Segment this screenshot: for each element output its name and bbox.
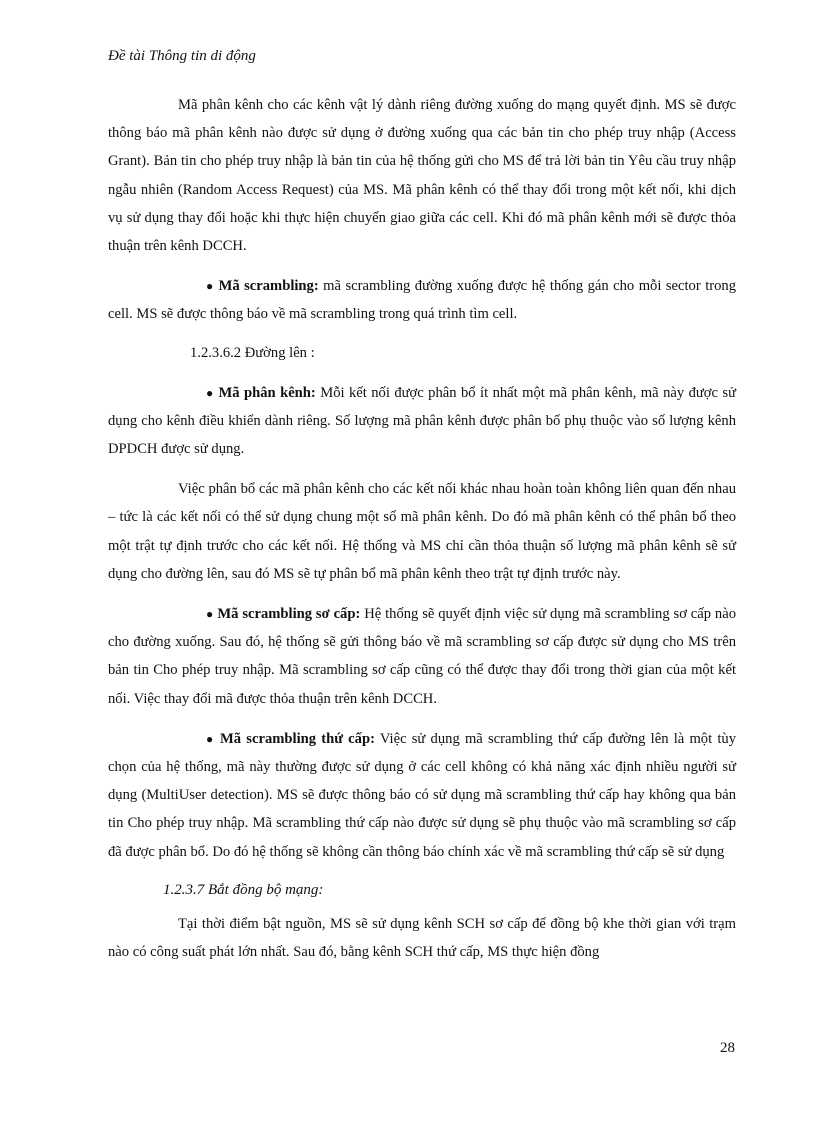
page-number: 28 — [720, 1040, 735, 1056]
bullet-icon: ● — [206, 731, 215, 746]
bullet-text: mã scrambling đường xuống được hệ thống gán cho mỗi sector trong cell. MS sẽ được thông báo về mã scrambling trong quá trình tìm cell. — [108, 278, 736, 323]
paragraph-power-on-sync: Tại thời điểm bật nguồn, MS sẽ sử dụng kênh SCH sơ cấp để đồng bộ khe thời gian với trạm nào có công suất phát lớn nhất. Sau đó, bằng kênh SCH thứ cấp, MS thực hiện đồng — [108, 915, 736, 961]
bullet-text: Mỗi kết nối được phân bổ ít nhất một mã phân kênh, mã này được sử dụng cho kênh điều khiển dành riêng. Số lượng mã phân kênh được phân bổ phụ thuộc vào số lượng kênh DPDCH được sử dụng. — [108, 384, 737, 458]
section-heading-network-sync: 1.2.3.7 Bắt đồng bộ mạng: — [163, 881, 324, 898]
document-body — [108, 91, 736, 966]
bullet-icon: ● — [206, 607, 214, 622]
bullet-scrambling — [108, 272, 736, 328]
paragraph-uplink-allocation: Việc phân bổ các mã phân kênh cho các kết nối khác nhau hoàn toàn không liên quan đến nhau – tức là các kết nối có thể sử dụng chung một số mã phân kênh. Do đó mã phân kênh có thể phân bổ theo một trật tự định trước cho các kết nối. Hệ thống và MS chỉ cần thỏa thuận số lượng mã phân kênh sẽ sử dụng cho đường lên, sau đó MS sẽ tự phân bổ mã phân kênh theo trật tự định trước này. — [108, 481, 736, 582]
bullet-label: Mã phân kênh: — [218, 384, 316, 401]
bullet-icon: ● — [206, 385, 215, 400]
paragraph-downlink-channel-codes: Mã phân kênh cho các kênh vật lý dành riêng đường xuống do mạng quyết định. MS sẽ được thông báo mã phân kênh nào được sử dụng ở đường xuống qua các bản tin cho phép truy nhập (Access Grant). Bản tin cho phép truy nhập là bản tin của hệ thống gửi cho MS để trả lời bản tin Yêu cầu truy nhập ngẫu nhiên (Random Access Request) của MS. Mã phân kênh có thể thay đổi trong một kết nối, khi dịch vụ sử dụng thay đổi hoặc khi thực hiện chuyển giao giữa các cell. Khi đó mã phân kênh mới sẽ được thỏa thuận trên kênh DCCH. — [108, 97, 736, 255]
bullet-primary-scrambling — [108, 600, 736, 713]
bullet-secondary-scrambling — [108, 725, 736, 866]
bullet-text: Hệ thống sẽ quyết định việc sử dụng mã scrambling sơ cấp nào cho đường xuống. Sau đó, hệ thống sẽ gửi thông báo về mã scrambling sơ cấp được sử dụng cho MS trên bản tin Cho phép truy nhập. Mã scrambling sơ cấp cũng có thể được thay đổi trong thời gian của một kết nối. Việc thay đổi mã được thỏa thuận trên kênh DCCH. — [108, 606, 736, 707]
subsection-heading-uplink: 1.2.3.6.2 Đường lên : — [190, 344, 315, 361]
bullet-label: Mã scrambling sơ cấp: — [217, 606, 361, 623]
bullet-channel-code — [108, 379, 736, 464]
bullet-label: Mã scrambling thứ cấp: — [220, 730, 375, 747]
bullet-icon: ● — [206, 279, 215, 294]
bullet-text: Việc sử dụng mã scrambling thứ cấp đường lên là một tùy chọn của hệ thống, mã này thường được sử dụng ở các cell không có khả năng xác định nhiều người sử dụng (MultiUser detection). MS sẽ được thông báo có sử dụng mã scrambling thứ cấp hay không qua bản tin Cho phép truy nhập. Mã scrambling thứ cấp nào được sử dụng sẽ phụ thuộc vào mã scrambling sơ cấp đã được phân bổ. Do đó hệ thống sẽ không cần thông báo chính xác về mã scrambling thứ cấp sẽ sử dụng — [108, 730, 737, 860]
page-header: Đề tài Thông tin di động — [108, 48, 256, 64]
bullet-label: Mã scrambling: — [218, 278, 319, 295]
